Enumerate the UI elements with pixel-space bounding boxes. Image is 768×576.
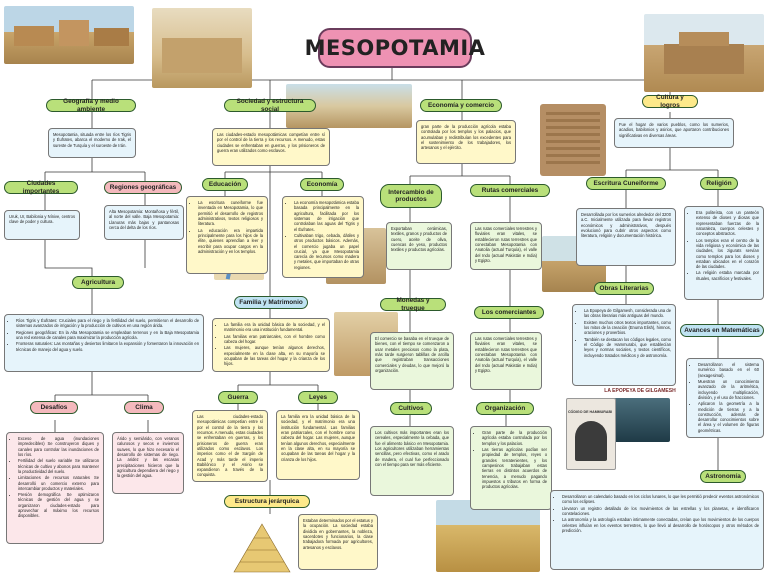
avances-item: • Desarrollaron el sistema numérico basado en el 60 (sexagesimal). <box>698 362 759 378</box>
desafios-item: • Presión demográfica Se optimizaron técnicas de gestión del agua y se organizaron ciudades-estado para aprovechar al máximo los recursos disponibles. <box>18 492 99 519</box>
astronomia-item: • La astronomía y la astrología estaban intimamente conectadas, creían que los movimientos de los cuerpos celestes influían en los eventos terrestres, lo que llevó al desarrollo de horóscopos y otros métodos de predicción. <box>562 517 759 533</box>
text-comerciantes: Las rutas comerciales terrestres y fluviales eran vitales, se establecieron rutas terrestres que conectaban Mesopotamia con Anatolia (actual Turquía), el valle del Indo (actual Pakistán e India) y Egipto. <box>470 332 542 390</box>
text-cultivos: Los cultivos más importantes eran los cereales, especialmente la cebada, que fue el alimento básico en Mesopotamia. Los agricultores utilizaban herramientas sencillas, pero efectivas, como el arado de madera, el cual fue perfeccionado con el tiempo para ser más eficiente. <box>370 426 454 496</box>
economia-item: • Cultivaban trigo, cebada, dátiles y otros productos básicos. Además, el comercio jugaba un papel crucial, ya que Mesopotamia carecía de recursos como madera y metales, que importaban de otras regiones. <box>294 233 359 270</box>
organizacion-item: • Gran parte de la producción agrícola estaba controlada por los templos y los palacios. <box>482 430 547 446</box>
gilgamesh-image <box>612 398 670 442</box>
header-guerra: Guerra <box>218 391 258 404</box>
economia-item: • La economía mesopotámica estaba basada principalmente en la agricultura, facilitada por los sistemas de irrigación que controlaban las aguas del Tigris y el Éufrates. <box>294 200 359 232</box>
text-obras <box>572 304 676 386</box>
text-avances <box>686 358 764 438</box>
text-agricultura <box>4 314 204 372</box>
familia-item: • Las familias eran patriarcales, con el hombre como cabeza del hogar. <box>224 334 325 345</box>
cuneiform-tablet-image <box>540 104 606 176</box>
header-clima: Clima <box>124 401 164 414</box>
agricultura-item: • Fronteras naturales: Las montañas y desiertos limitaron la expansión y fomentaron la innovación en técnicas de manejo del agua y suelo. <box>16 341 199 352</box>
text-rutas: Las rutas comerciales terrestres y fluviales eran vitales, se establecieron rutas terrestres que conectaban Mesopotamia con Anatolia (actual Turquía), el valle del Indo (actual Pakistán e India) y Egipto. <box>470 222 542 270</box>
harvest-image <box>436 500 540 572</box>
avances-item: • Muestran un conocimiento avanzado de la aritmética, incluyendo multiplicación, división, y el uso de fracciones. <box>698 379 759 400</box>
text-organizacion <box>470 426 552 510</box>
header-intercambio: Intercambio de productos <box>380 184 442 208</box>
text-astronomia <box>550 490 764 570</box>
header-regiones: Regiones geográficas <box>104 181 182 194</box>
header-leyes: Leyes <box>298 391 338 404</box>
header-avances: Avances en Matemáticas <box>680 324 764 337</box>
desafios-item: • Limitaciones de recursos naturales Se desarrolló un comercio externo para intercambiar productos y materiales. <box>18 475 99 491</box>
hammurabi-book-image <box>566 398 616 470</box>
astronomia-item: • Llevaron un registro detallado de los movimientos de las estrellas y los planetas, e identificaron constelaciones. <box>562 506 759 517</box>
header-geografia: Geografía y medio ambiente <box>46 99 136 112</box>
header-monedas: Monedas y trueque <box>380 298 446 311</box>
header-comerciantes: Los comerciantes <box>474 306 544 319</box>
header-cultivos: Cultivos <box>390 402 432 415</box>
header-organizacion: Organización <box>476 402 534 415</box>
religion-item: • La religión estaba marcada por rituales, sacrificios y festivales. <box>696 270 759 281</box>
header-economia: Economía <box>300 178 344 191</box>
text-ciudades: Uruk, Ur, Babilonia y Nínive, centros clave de poder y cultura. <box>4 210 80 240</box>
text-cultura: Fue el hogar de varios pueblos, como los sumerios, acadios, babilonios y asirios, que aportaron contribuciones significativas en diversas áreas. <box>614 118 734 148</box>
text-familia <box>212 318 330 372</box>
header-ciudades: Ciudades importantes <box>4 181 78 194</box>
text-economia-comercio: gran parte de la producción agrícola estaba controlada por los templos y los palacios, que acumulaban y redistribuían los excedentes para el sostenimiento de los trabajadores, los artesanos y el ejército. <box>416 120 516 164</box>
text-intercambio: Exportaban cerámicas, textiles, granos y productos de cuero, aceite de oliva, cuencas de yeso, productos textiles y productos agrícolas. <box>386 222 452 270</box>
social-pyramid-image <box>232 522 292 574</box>
text-religion <box>684 206 764 300</box>
text-regiones: Alta Mesopotamia: Montañosa y fértil, al norte del valle. Baja Mesopotamia: Llanuras más bajas y pantanosas cerca del delta de los ríos. <box>104 205 184 240</box>
avances-item: • Aplicaron la geometría a la medición de tierras y a la construcción, además de desarrollar conocimientos sobre el área y el volumen de figuras geométricas. <box>698 401 759 433</box>
hammurabi-caption: CÓDIGO DE HAMMURABI <box>567 410 613 414</box>
landscape-image <box>152 8 252 88</box>
text-monedas: El comercio se basaba en el trueque de bienes, con el tiempo se comenzaron a usar metales preciosos como la plata, más tarde surgieron tablillas de arcilla que registraban transacciones comerciales y deudas, lo que mejoró la organización. <box>370 332 454 390</box>
familia-item: • La familia era la unidad básica de la sociedad, y el matrimonio era una institución fundamental. <box>224 322 325 333</box>
header-familia: Familia y Matrimonio <box>234 296 308 309</box>
ancient-city-image <box>4 6 134 64</box>
text-desafios <box>6 432 104 544</box>
header-escritura: Escritura Cuneiforme <box>586 177 666 190</box>
header-rutas: Rutas comerciales <box>470 184 550 197</box>
religion-item: • Era politeísta, con un panteón extenso de dioses y diosas que representaban fuerzas de la naturaleza, cuerpos celestes y conceptos abstractos. <box>696 210 759 237</box>
educacion-item: • La escritura cuneiforme fue inventada en Mesopotamia, lo que permitió el desarrollo de registros administrativos, textos religiosos y literatura. <box>198 200 263 227</box>
header-obras: Obras Literarias <box>594 282 654 295</box>
text-economia <box>282 196 364 278</box>
obras-item: • Existen muchos otros textos importantes, como los mitos de la creación (Enuma Elish), himnos, oraciones y proverbios. <box>584 320 671 336</box>
text-estructura: Estaban determinados por el estatus y la ocupación. La sociedad estaba dividida en gobernantes, la nobleza, sacerdotes y funcionarios, la clase trabajadora formada por agricultores, artesanos y esclavos. <box>298 514 378 570</box>
header-religion: Religión <box>700 177 738 190</box>
text-guerra: Las ciudades-estado mesopotámicas competían entre sí por el control de la tierra y los recursos. A menudo, estas ciudades se enfrentaban en guerras, y los prisioneros de guerra eran utilizados como esclavos. Los imperios como el de Sargón de Acad y más tarde el imperio Babilónico y el Asirio se expandieron a través de la conquista. <box>192 410 268 482</box>
header-educacion: Educación <box>202 178 248 191</box>
educacion-item: • La educación era impartida principalmente para los hijos de la élite, quienes aprendían a leer y escribir para ocupar cargos en la administración y en los templos. <box>198 228 263 255</box>
header-astronomia: Astronomía <box>700 470 746 483</box>
desafios-item: • Exceso de agua (inundaciones impredecibles) Se construyeron diques y canales para controlar las inundaciones de los ríos. <box>18 436 99 457</box>
ziggurat-image <box>644 14 764 92</box>
obras-item: • También se destacan los códigos legales, como el Código de Hammurabi, que establecían leyes y normas sociales, y textos científicos, incluyendo tratados médicos y de astronomía. <box>584 337 671 358</box>
organizacion-item: • Las tierras agrícolas podían ser propiedad de templos, reyes o grandes terratenientes, y los campesinos trabajaban estas tierras en distintos acuerdos de tenencia, a menudo pagando impuestos o tributos en forma de productos agrícolas. <box>482 447 547 490</box>
text-leyes: La familia era la unidad básica de la sociedad, y el matrimonio era una institución fundamental. Las familias eran patriarcales, con el hombre como cabeza del hogar. Las mujeres, aunque tenían algunos derechos, especialmente en la clase alta, en su mayoría se ocupaban de las tareas del hogar y la crianza de los hijos. <box>276 410 360 480</box>
text-sociedad: Las ciudades-estado mesopotámicas competían entre sí por el control de la tierra y los recursos. A menudo, estas ciudades se enfrentaban en guerras, y los prisioneros de guerra eran utilizados como esclavos. <box>212 128 330 166</box>
astronomia-item: • Desarrollaron un calendario basado en los ciclos lunares, lo que les permitió predecir eventos astronómicos como los eclipses. <box>562 494 759 505</box>
text-geografia: Mesopotamia, situada entre los ríos Tigris y Éufrates, abarca el moderno de Irak, el sureste de Turquía y el suroeste de Irán. <box>48 128 136 158</box>
page-title: MESOPOTAMIA <box>318 28 472 68</box>
familia-item: • Las mujeres, aunque tenían algunos derechos, especialmente en la clase alta, en su mayoría se ocupaban de las tareas del hogar y la crianza de los hijos. <box>224 345 325 366</box>
religion-item: • Los templos eran el centro de la vida religiosa y económica de las ciudades, los zigurats servían como templos para los dioses y estaban ubicados en el corazón de las ciudades. <box>696 238 759 270</box>
header-desafios: Desafíos <box>30 401 78 414</box>
text-clima: Árido y semiárido, con veranos calurosos y secos e inviernos suaves, lo que hizo necesario el desarrollo de sistemas de riego. La aridez y las escasas precipitaciones hicieron que la agricultura dependiera del riego y la gestión del agua. <box>112 432 184 494</box>
header-sociedad: Sociedad y estructura social <box>224 99 316 112</box>
header-agricultura: Agricultura <box>72 276 124 289</box>
header-estructura: Estructura jerárquica <box>224 495 310 508</box>
header-cultura: Cultura y logros <box>642 95 698 108</box>
desafios-item: • Fertilidad del suelo variable Se utilizaron técnicas de cultivo y abonos para mantener la productividad del suelo. <box>18 458 99 474</box>
gilgamesh-caption: LA EPOPEYA DE GILGAMESH <box>604 388 676 394</box>
header-economia-comercio: Economía y comercio <box>420 99 502 112</box>
agricultura-item: • Regiones geográficas: En la Alta Mesopotamia se empleaban terrenos y en la Baja Mesopotamia una red extensa de canales para maximizar la producción agrícola. <box>16 330 199 341</box>
text-educacion <box>186 196 268 274</box>
agricultura-item: • Ríos Tigris y Éufrates: Cruciales para el riego y la fertilidad del suelo, permitieron el desarrollo de sistemas avanzados de irrigación y la producción de cultivos en una región árida. <box>16 318 199 329</box>
obras-item: • La Epopeya de Gilgamesh, considerada una de las obras literarias más antiguas del mundo. <box>584 308 671 319</box>
text-escritura: Desarrollada por los sumerios alrededor del 3200 a.C. Inicialmente utilizada para llevar registros económicos y administrativos, después evolucionó para cubrir otros aspectos como literatura, religión y documentación histórica. <box>576 208 676 266</box>
